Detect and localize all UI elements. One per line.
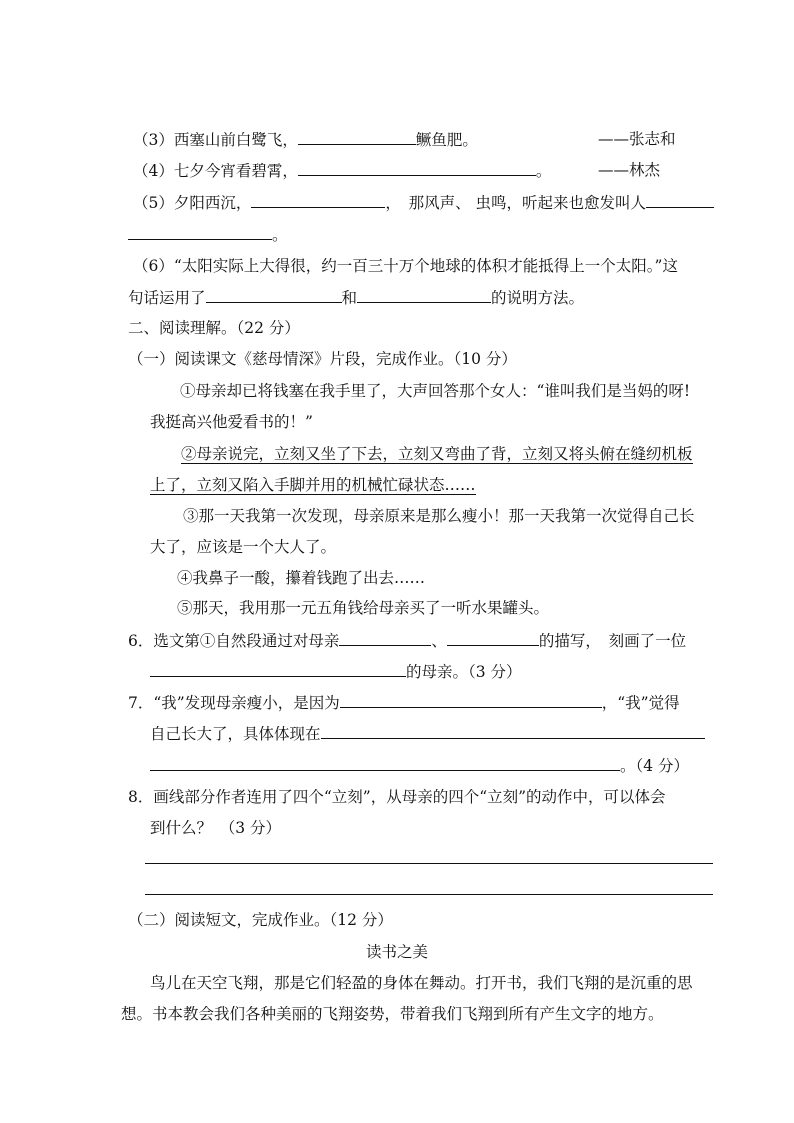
q6-a: 6．选文第①自然段通过对母亲 bbox=[128, 632, 340, 650]
answer-blank[interactable] bbox=[251, 192, 385, 208]
answer-blank[interactable] bbox=[321, 723, 705, 739]
section2-heading: 二、阅读理解。（22 分） bbox=[128, 319, 300, 337]
question-8-cont: 到什么？ （3 分） bbox=[150, 819, 282, 837]
poem-q4-end: 。 bbox=[535, 162, 552, 180]
question-7 bbox=[128, 692, 680, 713]
underlined-text: ②母亲说完，立刻又坐了下去，立刻又弯曲了背，立刻又将头俯在缝纫机板 bbox=[181, 445, 693, 463]
question-7-cont2 bbox=[150, 755, 689, 776]
p5: ⑤那天，我用那一元五角钱给母亲买了一听水果罐头。 bbox=[177, 599, 550, 617]
q6-line2-start: 句话运用了 bbox=[128, 289, 206, 307]
answer-line[interactable] bbox=[145, 894, 713, 895]
q6-d: 的母亲。（3 分） bbox=[406, 663, 522, 681]
answer-blank[interactable] bbox=[340, 692, 602, 708]
p1-line2: 我挺高兴他爱看书的！” bbox=[150, 413, 313, 431]
poem-q4-author: ——林杰 bbox=[598, 161, 661, 179]
q6-line2-mid: 和 bbox=[341, 289, 358, 307]
poem-q5 bbox=[133, 192, 714, 213]
answer-blank[interactable] bbox=[298, 160, 536, 176]
underlined-text: 上了，立刻又陷入手脚并用的机械忙碌状态…… bbox=[150, 476, 476, 494]
poem-q5-cont bbox=[128, 224, 288, 245]
answer-blank[interactable] bbox=[150, 661, 406, 677]
question-8: 8．画线部分作者连用了四个“立刻”，从母亲的四个“立刻”的动作中，可以体会 bbox=[128, 788, 666, 806]
answer-blank[interactable] bbox=[206, 287, 342, 303]
poem-q6-line1: （6）“太阳实际上大得很，约一百三十万个地球的体积才能抵得上一个太阳。”这 bbox=[133, 257, 678, 275]
q6-c: 的描写， 刻画了一位 bbox=[538, 632, 687, 650]
article-title: 读书之美 bbox=[365, 943, 428, 961]
answer-blank[interactable] bbox=[150, 755, 620, 771]
answer-blank[interactable] bbox=[447, 630, 539, 646]
poem-q5-start: （5）夕阳西沉， bbox=[133, 194, 252, 212]
poem-q4 bbox=[133, 160, 551, 181]
answer-blank[interactable] bbox=[646, 192, 714, 208]
answer-blank[interactable] bbox=[128, 224, 272, 240]
p2-line2 bbox=[150, 475, 476, 495]
p3-line2: 大了，应该是一个大人了。 bbox=[150, 538, 337, 556]
q6-line2-end: 的说明方法。 bbox=[491, 289, 585, 307]
answer-blank[interactable] bbox=[298, 129, 416, 145]
q7-a: 7．“我”发现母亲瘦小，是因为 bbox=[128, 694, 340, 712]
p2-line1 bbox=[181, 444, 693, 464]
p3-line1: ③那一天我第一次发现，母亲原来是那么瘦小！那一天我第一次觉得自己长 bbox=[183, 507, 695, 525]
article-p1-line1: 鸟儿在天空飞翔，那是它们轻盈的身体在舞动。打开书，我们飞翔的是沉重的思 bbox=[150, 974, 693, 992]
poem-q5-mid: ， 那风声、 虫鸣，听起来也愈发叫人 bbox=[385, 194, 647, 212]
answer-blank[interactable] bbox=[339, 630, 431, 646]
answer-line[interactable] bbox=[145, 863, 713, 864]
poem-q3 bbox=[133, 129, 478, 150]
p4: ④我鼻子一酸，攥着钱跑了出去…… bbox=[177, 569, 426, 587]
poem-q4-start: （4）七夕今宵看碧霄， bbox=[133, 162, 298, 180]
poem-q3-start: （3）西塞山前白鹭飞， bbox=[133, 131, 298, 149]
q7-b: ，“我”觉得 bbox=[601, 694, 680, 712]
answer-blank[interactable] bbox=[357, 287, 491, 303]
question-6-cont bbox=[150, 661, 522, 682]
p1-line1: ①母亲却已将钱塞在我手里了，大声回答那个女人：“谁叫我们是当妈的呀! bbox=[180, 382, 691, 400]
poem-q6-line2 bbox=[128, 287, 584, 308]
poem-q5-end: 。 bbox=[272, 226, 288, 244]
question-6 bbox=[128, 630, 686, 651]
q7-c: 自己长大了，具体体现在 bbox=[150, 725, 321, 743]
poem-q3-author: ——张志和 bbox=[598, 130, 676, 148]
question-7-cont bbox=[150, 723, 705, 744]
q7-d: 。（4 分） bbox=[620, 757, 690, 775]
q6-b: 、 bbox=[431, 632, 447, 650]
poem-q3-end: 鳜鱼肥。 bbox=[415, 131, 478, 149]
part2-heading: （二）阅读短文，完成作业。（12 分） bbox=[128, 911, 393, 929]
part1-heading: （一）阅读课文《慈母情深》片段，完成作业。（10 分） bbox=[128, 350, 517, 368]
article-p1-line2: 想。书本教会我们各种美丽的飞翔姿势，带着我们飞翔到所有产生文字的地方。 bbox=[121, 1005, 664, 1023]
